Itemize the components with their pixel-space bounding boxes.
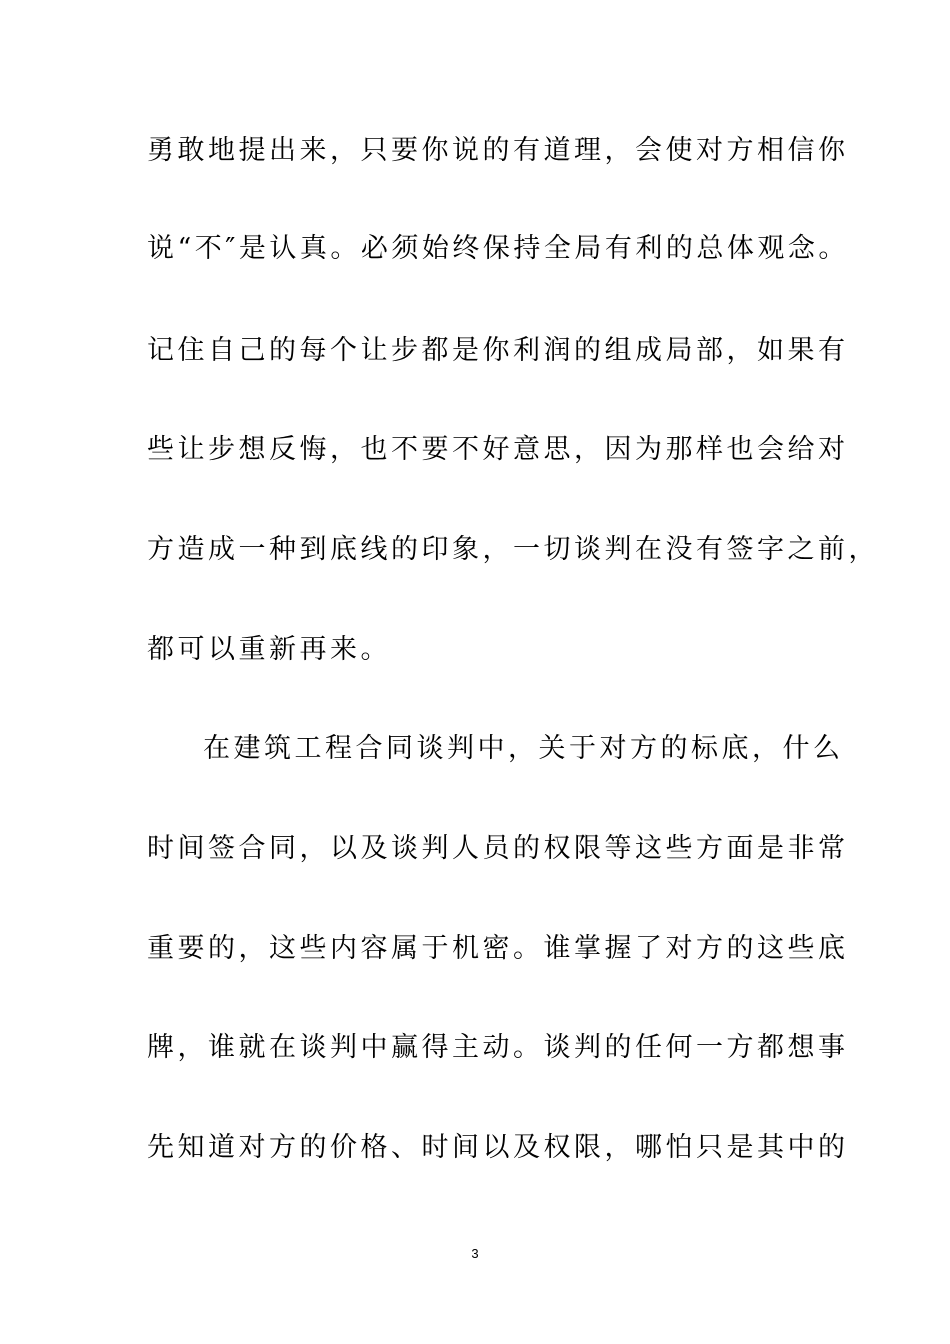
text-line: 时间签合同，以及谈判人员的权限等这些方面是非常 [147,833,849,864]
text-line: 记住自己的每个让步都是你利润的组成局部，如果有 [147,335,849,366]
text-line-indented: 在建筑工程合同谈判中，关于对方的标底，什么 [203,733,844,764]
text-line: 勇敢地提出来，只要你说的有道理，会使对方相信你 [147,135,849,166]
text-line: 说“不″是认真。必须始终保持全局有利的总体观念。 [147,233,849,264]
text-line: 牌，谁就在谈判中赢得主动。谈判的任何一方都想事 [147,1032,849,1063]
text-line: 些让步想反悔，也不要不好意思，因为那样也会给对 [147,434,849,465]
text-line: 重要的，这些内容属于机密。谁掌握了对方的这些底 [147,933,849,964]
page-number: 3 [471,1246,479,1261]
text-line: 都可以重新再来。 [147,634,391,665]
text-line: 方造成一种到底线的印象，一切谈判在没有签字之前， [147,534,879,565]
text-line: 先知道对方的价格、时间以及权限，哪怕只是其中的 [147,1132,849,1163]
